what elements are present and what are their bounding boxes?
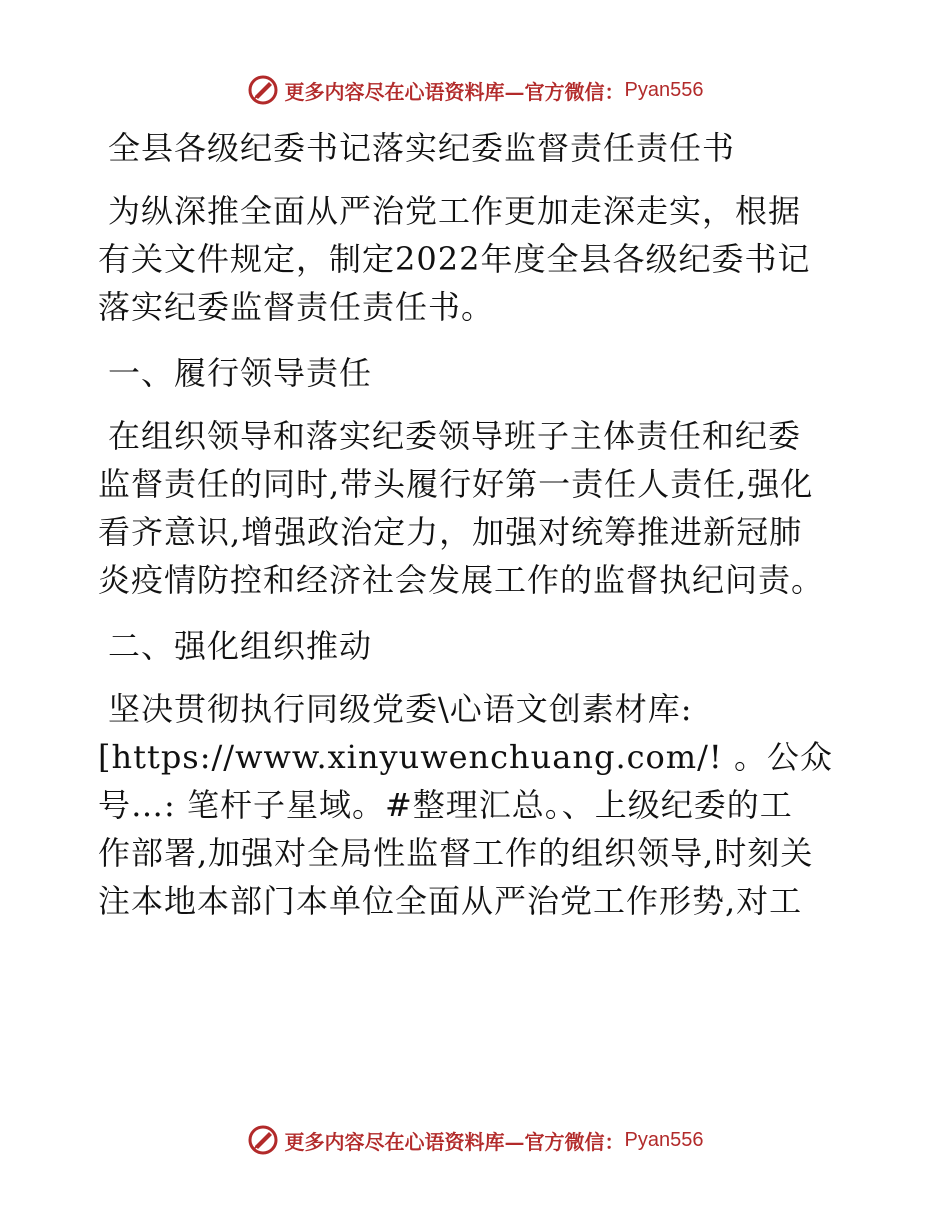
intro-paragraph xyxy=(98,187,858,331)
section1-heading: 一、履行领导责任 xyxy=(108,354,373,392)
footer-watermark-banner xyxy=(0,1120,950,1160)
document-body xyxy=(98,124,858,935)
banner-wechat-id: Pyan556 xyxy=(624,1128,704,1151)
section2-line: 号…: 笔杆子星域。#整理汇总。、上级纪委的工 xyxy=(98,786,793,824)
intro-line: 为纵深推全面从严治党工作更加走深走实，根据 xyxy=(108,192,802,230)
intro-line: 有关文件规定，制定2022年度全县各级纪委书记 xyxy=(98,240,811,278)
document-title: 全县各级纪委书记落实纪委监督责任责任书 xyxy=(108,129,736,167)
section2-paragraph xyxy=(98,685,858,925)
header-watermark-banner xyxy=(0,70,950,110)
section1-line: 监督责任的同时,带头履行好第一责任人责任,强化 xyxy=(98,465,814,503)
section1-line: 看齐意识,增强政治定力，加强对统筹推进新冠肺 xyxy=(98,513,803,551)
section1-paragraph xyxy=(98,412,858,604)
section2-line: [https://www.xinyuwenchuang.com/! 。公众 xyxy=(98,738,833,776)
banner-text: 更多内容尽在心语资料库—官方微信： xyxy=(284,79,625,104)
section2-line: 注本地本部门本单位全面从严治党工作形势,对工 xyxy=(98,882,803,920)
brush-logo-icon xyxy=(247,1124,279,1156)
banner-wechat-id: Pyan556 xyxy=(624,78,704,101)
banner-text: 更多内容尽在心语资料库—官方微信： xyxy=(284,1129,625,1154)
section1-line: 炎疫情防控和经济社会发展工作的监督执纪问责。 xyxy=(98,561,825,599)
section2-line: 作部署,加强对全局性监督工作的组织领导,时刻关 xyxy=(98,834,814,872)
brush-logo-icon xyxy=(247,74,279,106)
section1-line: 在组织领导和落实纪委领导班子主体责任和纪委 xyxy=(108,417,802,455)
section2-line: 坚决贯彻执行同级党委\心语文创素材库: xyxy=(108,690,693,728)
intro-line: 落实纪委监督责任责任书。 xyxy=(98,288,495,326)
section2-heading: 二、强化组织推动 xyxy=(108,627,373,665)
